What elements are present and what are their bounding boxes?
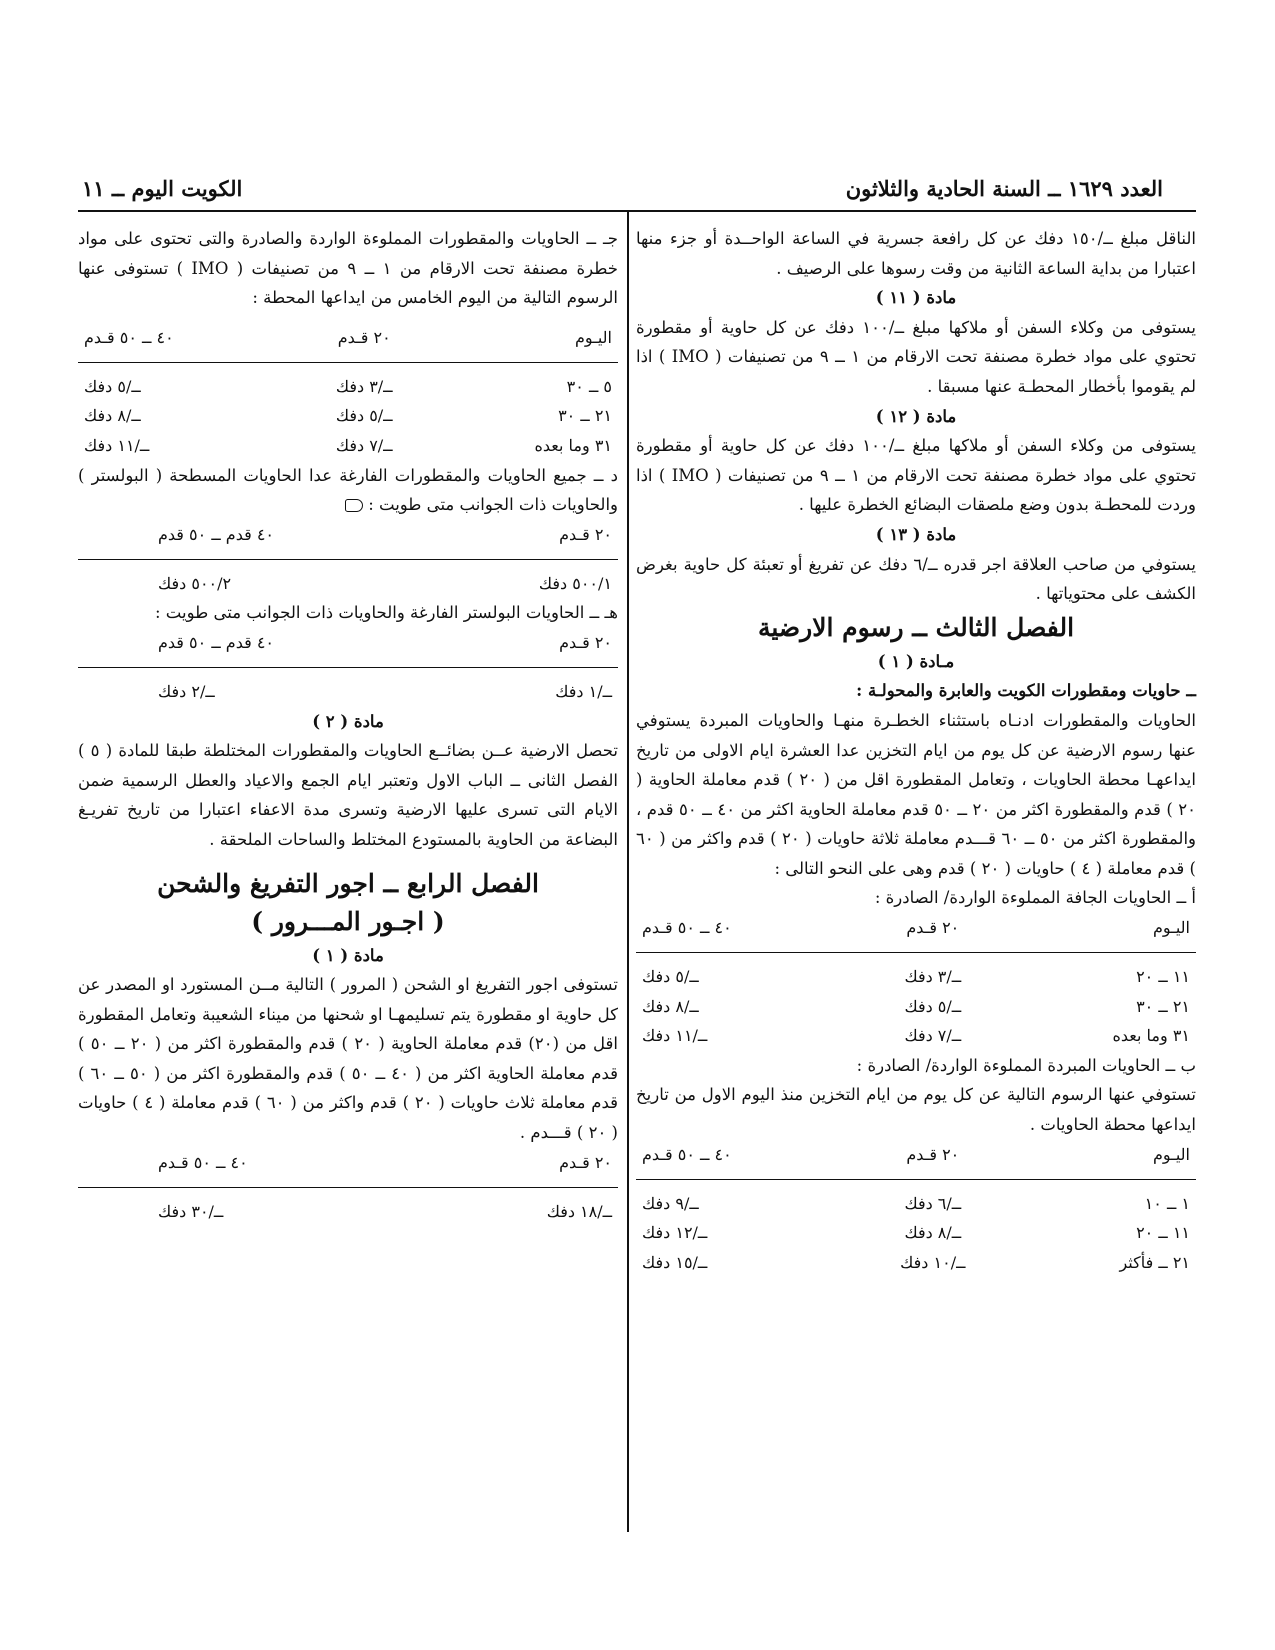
section-subheading: ــ حاويات ومقطورات الكويت والعابرة والمحولـة : <box>856 681 1196 701</box>
table-rule <box>78 1187 618 1188</box>
column-header: ٤٠ ــ ٥٠ قـدم <box>84 327 174 347</box>
table-row <box>636 956 1196 992</box>
paragraph-crane-fee: الناقل مبلغ ــ/١٥٠ دفك عن كل رافعة جسرية في الساعة الواحــدة أو جزء منها اعتبارا من بداية الساعة الثانية من وقت رسوها على الرصيف . <box>636 229 1197 278</box>
column-header: ٤٠ ــ ٥٠ قـدم <box>642 918 732 938</box>
clause-c-text: جـ ــ الحاويات والمقطورات المملوءة الواردة والصادرة والتى تحتوى على مواد خطرة مصنفة تحت الارقام من ١ ــ ٩ من تصنيفات ( IMO ) تستوفى عنها الرسوم التالية من اليوم الخامس من ايداعها المحطة : <box>78 229 618 308</box>
table-cell: ــ/١٠ دفك <box>900 1252 966 1272</box>
pointing-hand-icon <box>345 499 363 512</box>
table-cell: ــ/٣ دفك <box>335 376 393 396</box>
table-cell: ٣١ وما بعده <box>1112 1026 1190 1046</box>
table-cell: ٢١ ــ ٣٠ <box>1136 996 1190 1016</box>
paragraph-storage-fees: الحاويات والمقطورات ادنـاه باستثناء الخطـرة منهـا والحاويات المبردة يستوفي عنها رسوم الارضية عن كل يوم من ايام التخزين عدا العشرة ايام الاولى من تاريخ ايداعهـا محطة الحاويات ، وتعامل المقطورة اقل من ( ٢٠ ) قدم معاملة الحاوية ( ٢٠ ) قدم والمقطورة اكثر من ٢٠ ــ ٥٠ قدم معاملة الحاوية اكثر من ٤٠ ــ ٥٠ قدم ، والمقطورة اكثر من ٥٠ ــ ٦٠ قـــدم معاملة ثلاثة حاويات ( ٢٠ ) قدم واكثر من ( ٦٠ ) قدم معاملة ( ٤ ) حاويات ( ٢٠ ) قدم وهى على النحو التالى : <box>636 710 1196 878</box>
table-row <box>636 1218 1196 1248</box>
table-cell: ٥ ــ ٣٠ <box>566 376 612 396</box>
table-cell: ــ/٨ دفك <box>904 1223 962 1243</box>
table-row <box>636 992 1196 1022</box>
paragraph-article-2: تحصل الارضية عــن بضائــع الحاويات والمقطورات المختلطة طبقا للمادة ( ٥ ) الفصل الثانى ــ الباب الاول وتعتبر ايام الجمع والاعياد والعطل الرسمية ضمن الايام التى تسرى عليها الارضية وتسرى مدة الاعفاء اعتبارا من تاريخ تفريـغ البضاعة من الحاوية بالمستودع المختلط والساحات الملحقة . <box>78 741 618 849</box>
table-cell: ٥٠٠/١ دفك <box>538 573 612 593</box>
article-heading: مادة ( ١٢ ) <box>875 406 957 426</box>
table-cell: ــ/٧ دفك <box>904 1026 962 1046</box>
column-divider <box>627 212 629 1532</box>
fee-table-refrigerated <box>636 1140 1196 1278</box>
table-cell: ــ/٣٠ دفك <box>158 1201 224 1221</box>
table-rule <box>78 362 618 363</box>
column-header: اليـوم <box>574 327 612 347</box>
table-row <box>78 563 618 599</box>
table-row <box>78 431 618 461</box>
article-heading: مادة ( ١٣ ) <box>875 524 957 544</box>
table-cell: ــ/٦ دفك <box>904 1193 962 1213</box>
table-rule <box>78 559 618 560</box>
paragraph-article-13: يستوفي من صاحب العلاقة اجر قدره ــ/٦ دفك عن تفريغ أو تعبئة كل حاوية بغرض الكشف على محتوياتها . <box>636 554 1196 604</box>
table-header-row <box>78 628 618 664</box>
clause-d-text <box>78 461 618 520</box>
table-row <box>78 366 618 402</box>
column-header: اليـوم <box>1152 1144 1190 1164</box>
table-row <box>78 1191 618 1227</box>
clause-d-body: د ــ جميع الحاويات والمقطورات الفارغة عدا الحاويات المسطحة ( البولستر ) والحاويات ذات الجوانب متى طويت : <box>78 465 618 515</box>
table-row <box>636 1248 1196 1278</box>
article-heading: مادة ( ١ ) <box>312 945 384 965</box>
right-column <box>636 224 1196 1277</box>
paragraph-article-12: يستوفى من وكلاء السفن أو ملاكها مبلغ ــ/١٠٠ دفك عن كل حاوية أو مقطورة تحتوي على مواد خطرة مصنفة تحت الارقام من ١ ــ ٩ من تصنيفات ( IMO ) اذا وردت للمحطـة بدون وضع ملصقات البضائع الخطرة عليها . <box>636 436 1196 515</box>
article-heading: مادة ( ١١ ) <box>875 288 957 308</box>
column-header: ٢٠ قـدم <box>559 524 612 544</box>
column-header: ٢٠ قـدم <box>559 633 612 653</box>
column-header: اليـوم <box>1152 918 1190 938</box>
table-cell: ١١ ــ ٢٠ <box>1136 1223 1190 1243</box>
left-column <box>78 224 618 1226</box>
table-cell: ــ/١١ دفك <box>84 435 150 455</box>
table-cell: ــ/٥ دفك <box>84 376 141 396</box>
chapter-subheading: ( اجـور المـــرور ) <box>251 906 445 936</box>
page-header: الكويت اليوم ــ ١١ <box>82 176 243 201</box>
table-cell: ــ/١٨ دفك <box>546 1201 612 1221</box>
table-cell: ١١ ــ ٢٠ <box>1136 967 1190 987</box>
table-cell: ــ/٩ دفك <box>642 1193 699 1213</box>
paragraph-transit-fees: تستوفى اجور التفريغ او الشحن ( المرور ) التالية مــن المستورد او المصدر عن كل حاوية او مقطورة يتم تسليمهـا او شحنها من ميناء الشعيبة وتعامل المقطورة اقل من (٢٠) قدم معاملة الحاوية ( ٢٠ ) قدم والمقطورة اكثر من ( ٢٠ ــ ٥٠ ) قدم معاملة الحاوية اكثر من ( ٤٠ ــ ٥٠ ) قدم والمقطورة اكثر من ( ٥٠ ــ ٦٠ ) قدم معاملة ثلاث حاويات ( ٢٠ ) قدم واكثر من ( ٦٠ ) قدم معاملة ( ٤ ) حاويات ( ٢٠ ) قـــدم . <box>78 975 619 1143</box>
table-rule <box>636 1179 1196 1180</box>
table-rule <box>636 952 1196 953</box>
header-divider <box>78 210 1196 212</box>
issue-header: العدد ١٦٢٩ ــ السنة الحادية والثلاثون <box>845 176 1163 201</box>
table-header-row <box>78 1148 618 1184</box>
table-cell: ــ/٨ دفك <box>84 406 141 426</box>
table-cell: ــ/٧ دفك <box>335 435 393 455</box>
fee-table-hazardous <box>78 323 618 461</box>
table-header-row <box>636 913 1196 949</box>
table-cell: ــ/١٥ دفك <box>642 1252 708 1272</box>
table-cell: ــ/٣ دفك <box>904 967 962 987</box>
column-header: ٤٠ قدم ــ ٥٠ قدم <box>158 524 275 544</box>
table-cell: ٢١ ــ فأكثر <box>1119 1252 1190 1272</box>
clause-b-title: ب ــ الحاويات المبردة المملوءة الواردة/ الصادرة : <box>856 1055 1196 1075</box>
clause-e-text: هـ ــ الحاويات البولستر الفارغة والحاويات ذات الجوانب متى طويت : <box>154 603 618 623</box>
chapter-heading: الفصل الثالث ــ رسوم الارضية <box>757 612 1075 642</box>
chapter-heading: الفصل الرابع ــ اجور التفريغ والشحن <box>157 868 539 898</box>
table-cell: ٢١ ــ ٣٠ <box>558 406 612 426</box>
column-header: ٢٠ قـدم <box>906 1144 960 1164</box>
table-row <box>636 1021 1196 1051</box>
article-heading: مادة ( ٢ ) <box>312 711 384 731</box>
table-cell: ــ/٥ دفك <box>904 996 962 1016</box>
fee-table-transit <box>78 1148 618 1227</box>
column-header: ٢٠ قـدم <box>906 918 960 938</box>
table-cell: ــ/٨ دفك <box>642 996 699 1016</box>
table-cell: ٥٠٠/٢ دفك <box>158 573 232 593</box>
table-row <box>78 671 618 707</box>
table-header-row <box>636 1140 1196 1176</box>
table-row <box>636 1183 1196 1219</box>
column-header: ٤٠ ــ ٥٠ قـدم <box>642 1144 732 1164</box>
fee-table-empty <box>78 520 618 599</box>
paragraph-article-11: يستوفى من وكلاء السفن أو ملاكها مبلغ ــ/١٠٠ دفك عن كل حاوية أو مقطورة تحتوي على مواد خطرة مصنفة تحت الارقام من ١ ــ ٩ من تصنيفات ( IMO ) اذا لم يقوموا بأخطار المحطـة عنها مسبقا . <box>636 317 1196 396</box>
table-cell: ٣١ وما بعده <box>534 435 612 455</box>
column-header: ٤٠ ــ ٥٠ قـدم <box>158 1152 248 1172</box>
table-cell: ــ/٥ دفك <box>642 967 699 987</box>
table-cell: ــ/١٢ دفك <box>642 1223 708 1243</box>
fee-table-dry <box>636 913 1196 1051</box>
table-cell: ــ/١ دفك <box>555 681 612 701</box>
table-header-row <box>78 323 618 359</box>
fee-table-bolster <box>78 628 618 707</box>
column-header: ٢٠ قـدم <box>559 1152 612 1172</box>
table-cell: ــ/١١ دفك <box>642 1026 708 1046</box>
table-cell: ١ ــ ١٠ <box>1144 1193 1190 1213</box>
column-header: ٤٠ قدم ــ ٥٠ قدم <box>158 633 275 653</box>
clause-b-text: تستوفي عنها الرسوم التالية عن كل يوم من ايام التخزين منذ اليوم الاول من تاريخ ايداعها محطة الحاويات . <box>636 1085 1196 1135</box>
table-cell: ــ/٢ دفك <box>158 681 215 701</box>
table-cell: ــ/٥ دفك <box>335 406 393 426</box>
clause-a-title: أ ــ الحاويات الجافة المملوءة الواردة/ الصادرة : <box>874 888 1196 908</box>
article-heading: مـادة ( ١ ) <box>877 651 955 671</box>
table-row <box>78 401 618 431</box>
table-rule <box>78 667 618 668</box>
column-header: ٢٠ قـدم <box>337 327 391 347</box>
table-header-row <box>78 520 618 556</box>
